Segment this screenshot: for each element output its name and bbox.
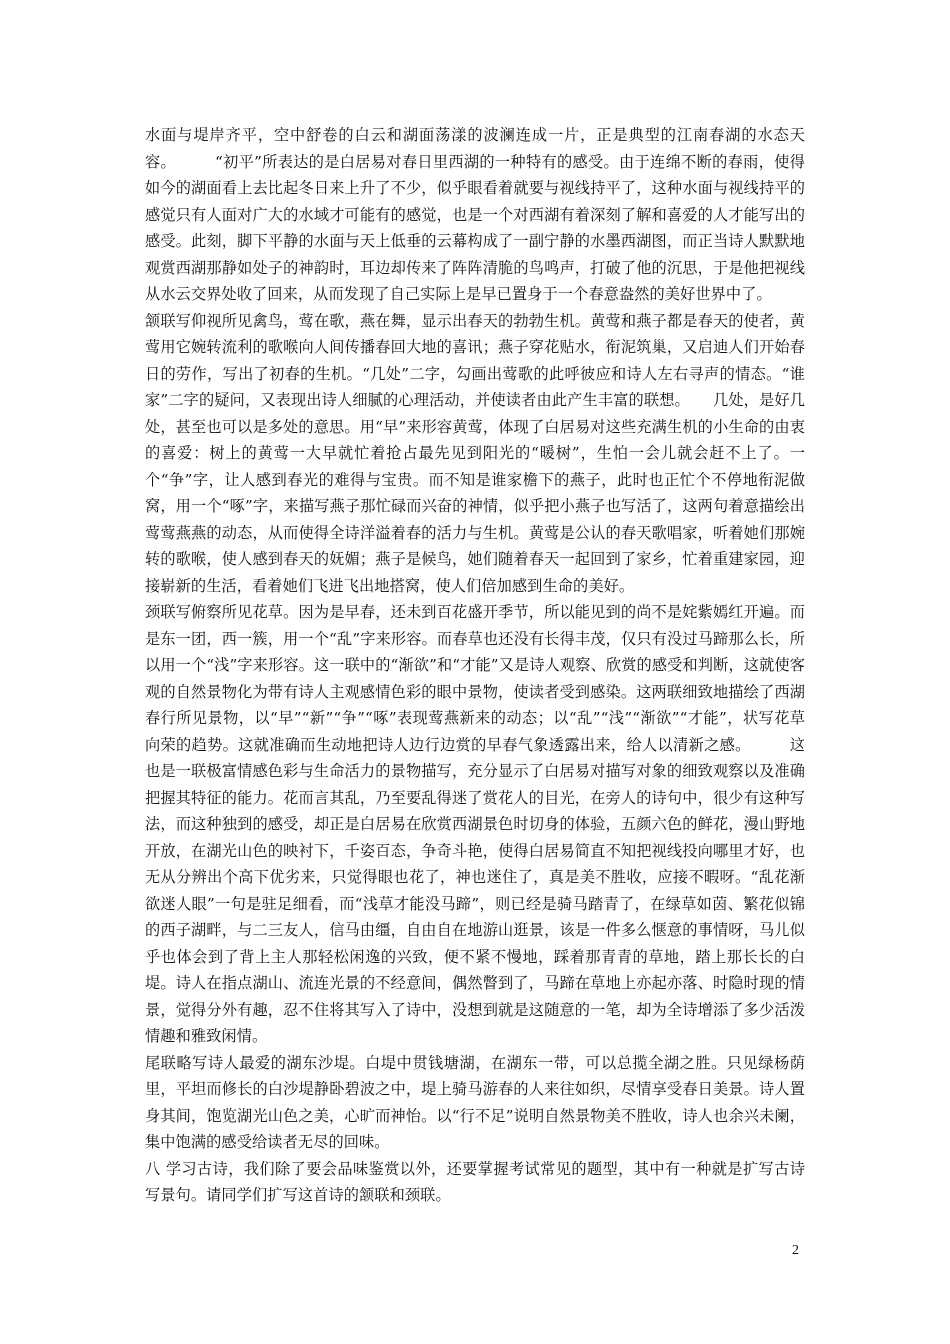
paragraph-hanlian: 颔联写仰视所见禽鸟，莺在歌，燕在舞，显示出春天的勃勃生机。黄莺和燕子都是春天的使者，黄莺用它婉转流利的歌喉向人间传播春回大地的喜讯；燕子穿花贴水，衔泥筑巢，又启迪人们开始春日的劳作，写出了初春的生机。“几处”二字，勾画出莺歌的此呼彼应和诗人左右寻声的情态。“谁家”二字的疑问，又表现出诗人细腻的心理活动，并使读者由此产生丰富的联想。 几处，是好几处，甚至也可以是多处的意思。用“早”来形容黄莺，体现了白居易对这些充满生机的小生命的由衷的喜爱：树上的黄莺一大早就忙着抢占最先见到阳光的“暖树”，生怕一会儿就会赶不上了。一个“争”字，让人感到春光的难得与宝贵。而不知是谁家檐下的燕子，此时也正忙个不停地衔泥做窝，用一个“啄”字，来描写燕子那忙碌而兴奋的神情，似乎把小燕子也写活了，这两句着意描绘出莺莺燕燕的动态，从而使得全诗洋溢着春的活力与生机。黄莺是公认的春天歌唱家，听着她们那婉转的歌喉，使人感到春天的妩媚；燕子是候鸟，她们随着春天一起回到了家乡，忙着重建家园，迎接崭新的生活，看着她们飞进飞出地搭窝，使人们倍加感到生命的美好。	[145, 311, 805, 595]
document-page	[145, 122, 805, 1209]
paragraph-lake-description: 水面与堤岸齐平，空中舒卷的白云和湖面荡漾的波澜连成一片，正是典型的江南春湖的水态天容。 “初平”所表达的是白居易对春日里西湖的一种特有的感受。由于连绵不断的春雨，使得如今的湖面看上去比起冬日来上升了不少，似乎眼看着就要与视线持平了，这种水面与视线持平的感觉只有人面对广大的水域才可能有的感觉，也是一个对西湖有着深刻了解和喜爱的人才能写出的感受。此刻，脚下平静的水面与天上低垂的云幕构成了一副宁静的水墨西湖图，而正当诗人默默地观赏西湖那静如处子的神韵时，耳边却传来了阵阵清脆的鸟鸣声，打破了他的沉思，于是他把视线从水云交界处收了回来，从而发现了自己实际上是早已置身于一个春意盎然的美好世界中了。	[145, 126, 805, 303]
paragraph-weilian: 尾联略写诗人最爱的湖东沙堤。白堤中贯钱塘湖，在湖东一带，可以总揽全湖之胜。只见绿杨荫里，平坦而修长的白沙堤静卧碧波之中，堤上骑马游春的人来往如织，尽情享受春日美景。诗人置身其间，饱览湖光山色之美，心旷而神怡。以“行不足”说明自然景物美不胜收，诗人也余兴未阑，集中饱满的感受给读者无尽的回味。	[145, 1053, 805, 1151]
page-number: 2	[792, 1243, 799, 1258]
paragraph-exercise: 八 学习古诗，我们除了要会品味鉴赏以外，还要掌握考试常见的题型，其中有一种就是扩写古诗写景句。请同学们扩写这首诗的颔联和颈联。	[145, 1159, 805, 1204]
paragraph-jinglian: 颈联写俯察所见花草。因为是早春，还未到百花盛开季节，所以能见到的尚不是姹紫嫣红开遍。而是东一团，西一簇，用一个“乱”字来形容。而春草也还没有长得丰茂，仅只有没过马蹄那么长，所以用一个“浅”字来形容。这一联中的“渐欲”和“才能”又是诗人观察、欣赏的感受和判断，这就使客观的自然景物化为带有诗人主观感情色彩的眼中景物，使读者受到感染。这两联细致地描绘了西湖春行所见景物，以“早”“新”“争”“啄”表现莺燕新来的动态；以“乱”“浅”“渐欲”“才能”，状写花草向荣的趋势。这就准确而生动地把诗人边行边赏的早春气象透露出来，给人以清新之感。 这也是一联极富情感色彩与生命活力的景物描写，充分显示了白居易对描写对象的细致观察以及准确把握其特征的能力。花而言其乱，乃至要乱得迷了赏花人的目光，在旁人的诗句中，很少有这种写法，而这种独到的感受，却正是白居易在欣赏西湖景色时切身的体验，五颜六色的鲜花，漫山野地开放，在湖光山色的映衬下，千姿百态，争奇斗艳，使得白居易简直不知把视线投向哪里才好，也无从分辨出个高下优劣来，只觉得眼也花了，神也迷住了，真是美不胜收，应接不暇呀。“乱花渐欲迷人眼”一句是驻足细看，而“浅草才能没马蹄”，则已经是骑马踏青了，在绿草如茵、繁花似锦的西子湖畔，与二三友人，信马由缰，自由自在地游山逛景，该是一件多么惬意的事情呀，马儿似乎也体会到了背上主人那轻松闲逸的兴致，便不紧不慢地，踩着那青青的草地，踏上那长长的白堤。诗人在指点湖山、流连光景的不经意间，偶然瞥到了，马蹄在草地上亦起亦落、时隐时现的情景，觉得分外有趣，忍不住将其写入了诗中，没想到就是这随意的一笔，却为全诗增添了多少活泼情趣和雅致闲情。	[145, 603, 805, 1045]
